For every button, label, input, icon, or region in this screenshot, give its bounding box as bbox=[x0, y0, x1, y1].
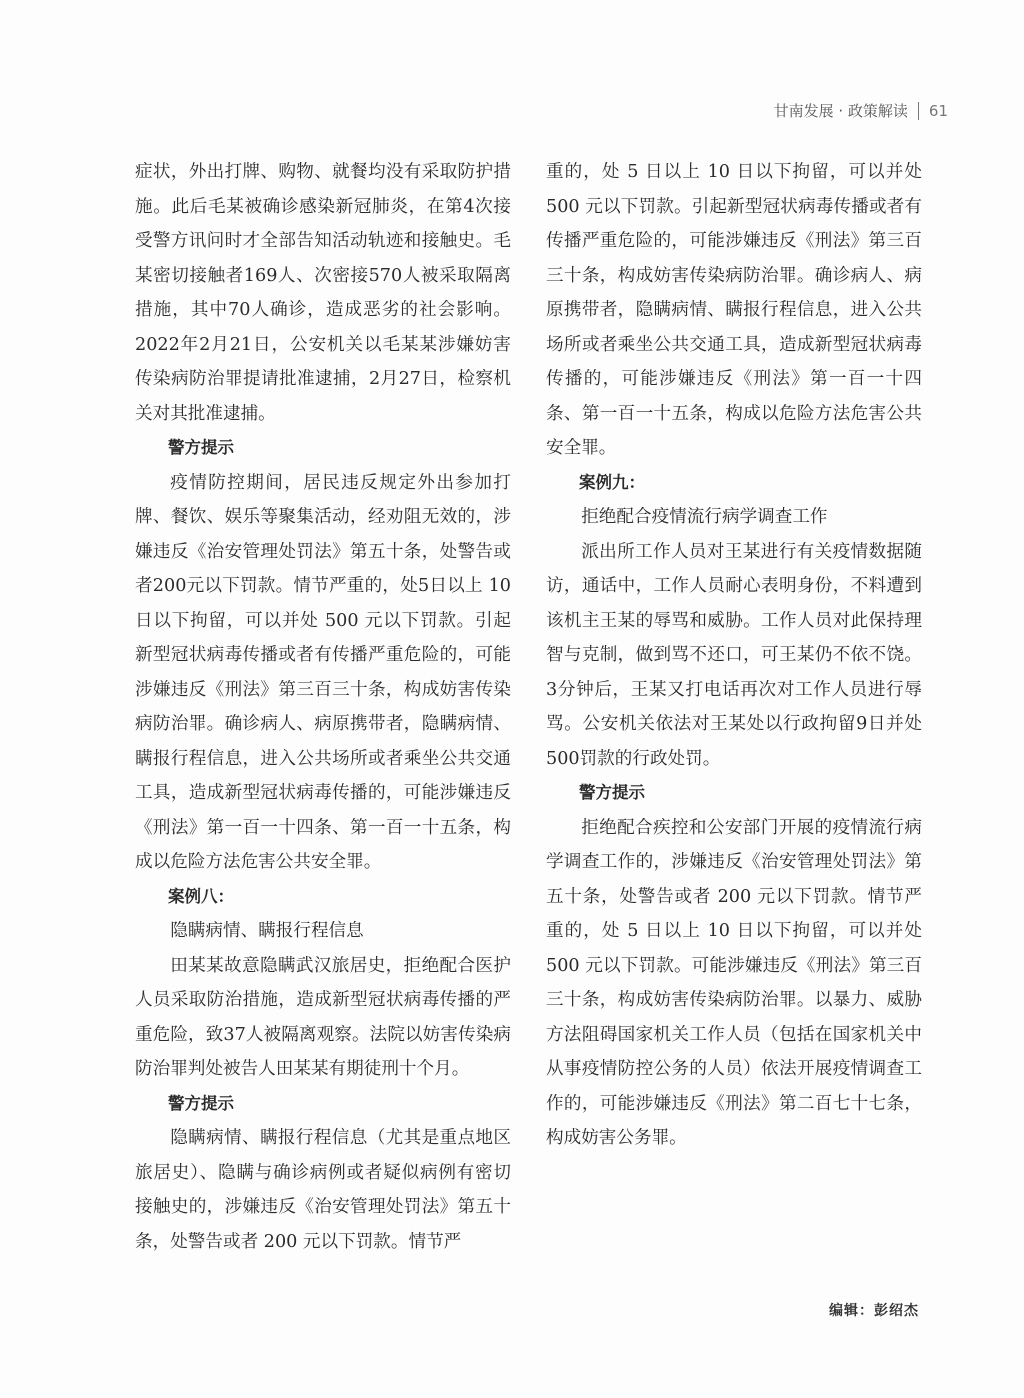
page-number: 61 bbox=[928, 101, 948, 120]
case-subtitle: 拒绝配合疫情流行病学调查工作 bbox=[581, 507, 828, 527]
left-column bbox=[135, 155, 511, 1259]
body-paragraph: 疫情防控期间，居民违反规定外出参加打牌、餐饮、娱乐等聚集活动，经劝阻无效的，涉嫌违反《治安管理处罚法》第五十条，处警告或者200元以下罚款。情节严重的，处5日以上 10 日以下拘留，可以并处 500 元以下罚款。引起新型冠状病毒传播或者有传播严重危险的，可能涉嫌违反《刑法》第三百三十条，构成妨害传染病防治罪。确诊病人、病原携带者，隐瞒病情、瞒报行程信息，进入公共场所或者乘坐公共交通工具，造成新型冠状病毒传播的，可能涉嫌违反《刑法》第一百一十四条、第一百一十五条，构成以危险方法危害公共安全罪。 bbox=[135, 472, 511, 872]
section-heading: 警方提示 bbox=[579, 783, 645, 802]
section-heading: 案例八： bbox=[168, 886, 234, 906]
section-title: 甘南发展 · 政策解读 bbox=[773, 102, 908, 120]
body-paragraph: 重的，处 5 日以上 10 日以下拘留，可以并处 500 元以下罚款。引起新型冠状病毒传播或者有传播严重危险的，可能涉嫌违反《刑法》第三百三十条，构成妨害传染病防治罪。确诊病人、病原携带者，隐瞒病情、瞒报行程信息，进入公共场所或者乘坐公共交通工具，造成新型冠状病毒传播的，可能涉嫌违反《刑法》第一百一十四条、第一百一十五条，构成以危险方法危害公共安全罪。 bbox=[546, 162, 922, 458]
body-paragraph: 派出所工作人员对王某进行有关疫情数据随访，通话中，工作人员耐心表明身份，不料遭到该机主王某的辱骂和威胁。工作人员对此保持理智与克制，做到骂不还口，可王某仍不依不饶。3分钟后，王某又打电话再次对工作人员进行辱骂。公安机关依法对王某处以行政拘留9日并处500罚款的行政处罚。 bbox=[546, 541, 922, 769]
section-heading: 警方提示 bbox=[168, 1093, 234, 1113]
right-column bbox=[546, 155, 922, 1156]
editor-credit: 编辑：彭绍杰 bbox=[829, 1303, 919, 1319]
body-paragraph: 田某某故意隐瞒武汉旅居史，拒绝配合医护人员采取防治措施，造成新型冠状病毒传播的严重危险，致37人被隔离观察。法院以妨害传染病防治罪判处被告人田某某有期徒刑十个月。 bbox=[135, 955, 511, 1079]
section-heading: 警方提示 bbox=[168, 438, 234, 457]
case-subtitle: 隐瞒病情、瞒报行程信息 bbox=[170, 921, 364, 941]
header-divider bbox=[918, 102, 919, 120]
body-paragraph: 症状，外出打牌、购物、就餐均没有采取防护措施。此后毛某被确诊感染新冠肺炎，在第4次接受警方讯问时才全部告知活动轨迹和接触史。毛某密切接触者169人、次密接570人被采取隔离措施，其中70人确诊，造成恶劣的社会影响。2022年2月21日，公安机关以毛某某涉嫌妨害传染病防治罪提请批准逮捕，2月27日，检察机关对其批准逮捕。 bbox=[135, 162, 511, 424]
body-paragraph: 拒绝配合疾控和公安部门开展的疫情流行病学调查工作的，涉嫌违反《治安管理处罚法》第五十条，处警告或者 200 元以下罚款。情节严重的，处 5 日以上 10 日以下拘留，可以并处 500 元以下罚款。可能涉嫌违反《刑法》第三百三十条，构成妨害传染病防治罪。以暴力、威胁方法阻碍国家机关工作人员（包括在国家机关中从事疫情防控公务的人员）依法开展疫情调查工作的，可能涉嫌违反《刑法》第二百七十七条，构成妨害公务罪。 bbox=[546, 817, 922, 1148]
section-heading: 案例九： bbox=[579, 472, 645, 492]
body-paragraph: 隐瞒病情、瞒报行程信息（尤其是重点地区旅居史）、隐瞒与确诊病例或者疑似病例有密切接触史的，涉嫌违反《治安管理处罚法》第五十条，处警告或者 200 元以下罚款。情节严 bbox=[135, 1128, 511, 1252]
running-header bbox=[774, 100, 948, 121]
